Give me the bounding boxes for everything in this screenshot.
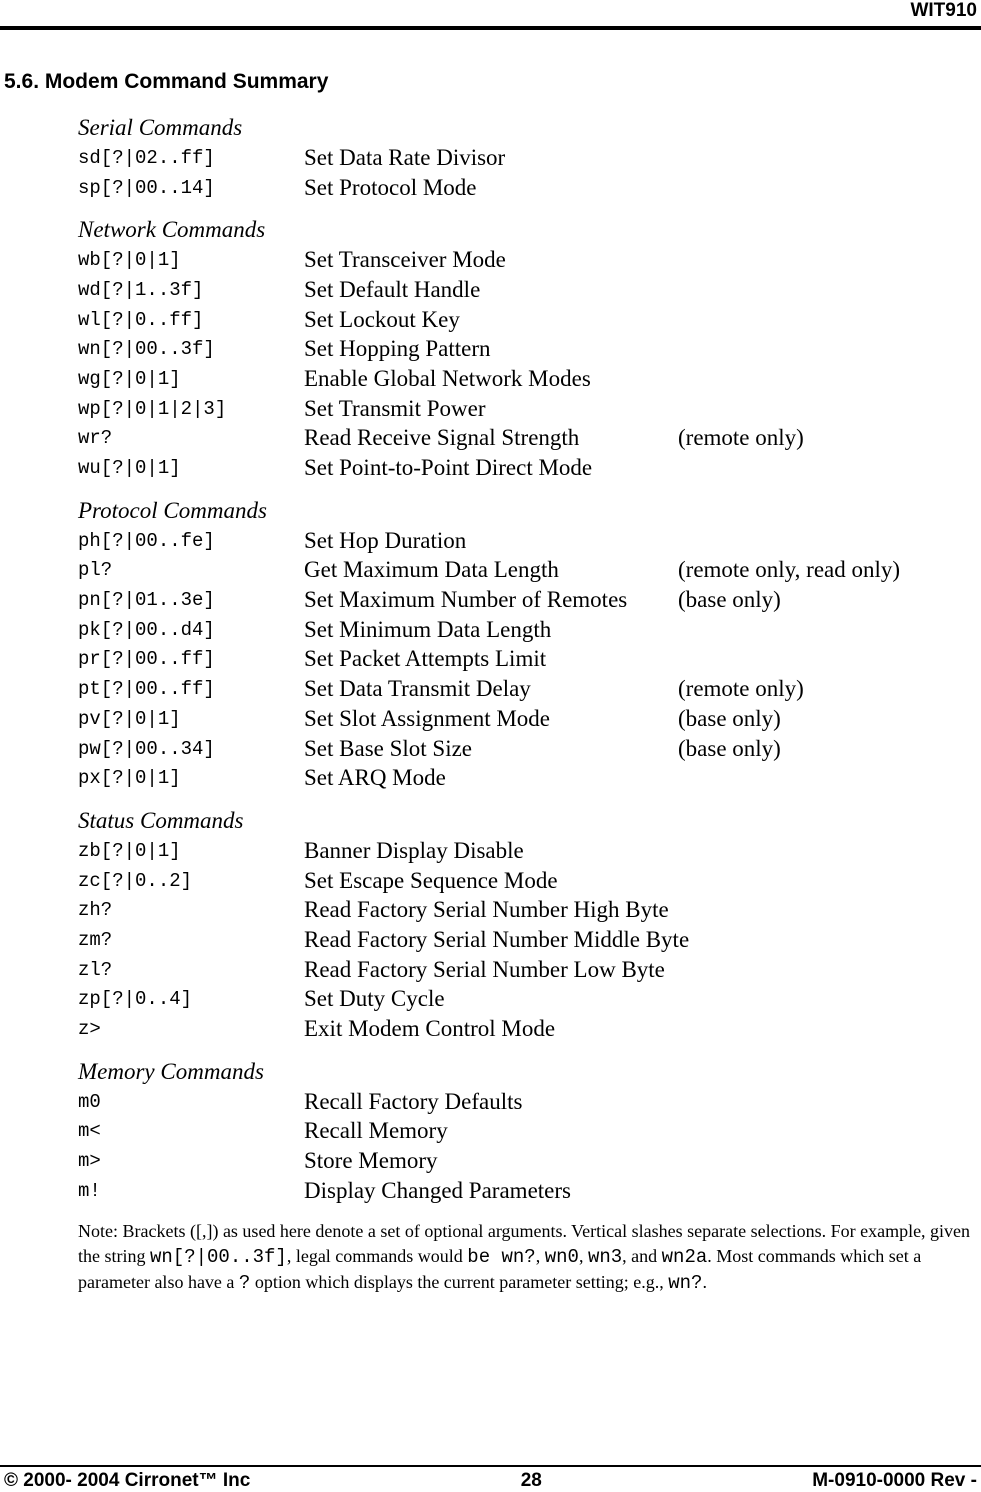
command-code: zc[?|0..2]	[78, 869, 193, 892]
command-row	[78, 1146, 973, 1176]
command-description: Get Maximum Data Length	[304, 557, 559, 583]
command-row	[78, 645, 973, 675]
command-description: Set Duty Cycle	[304, 986, 445, 1012]
command-row	[78, 585, 973, 615]
command-group	[78, 215, 973, 483]
command-description: Set Slot Assignment Mode	[304, 705, 550, 731]
command-description: Set ARQ Mode	[304, 765, 446, 791]
command-row	[78, 424, 973, 454]
note-code: wn[?|00..3f]	[150, 1245, 287, 1268]
note-code: be wn?	[467, 1245, 536, 1268]
command-row	[78, 143, 973, 173]
note-text: , and	[622, 1245, 662, 1266]
command-description: Set Hopping Pattern	[304, 336, 491, 362]
command-code: pl?	[78, 559, 113, 582]
command-code: sp[?|00..14]	[78, 176, 215, 199]
command-description: Set Maximum Number of Remotes	[304, 587, 628, 613]
command-code: wu[?|0|1]	[78, 457, 181, 480]
command-row	[78, 955, 973, 985]
note-code: wn2a	[661, 1245, 708, 1268]
command-row	[78, 245, 973, 275]
command-code: px[?|0|1]	[78, 767, 181, 790]
command-row	[78, 364, 973, 394]
command-row	[78, 394, 973, 424]
command-row	[78, 895, 973, 925]
command-description: Set Escape Sequence Mode	[304, 867, 558, 893]
command-row	[78, 556, 973, 586]
command-row	[78, 334, 973, 364]
command-note: (base only)	[678, 587, 781, 613]
command-description: Set Transceiver Mode	[304, 247, 506, 273]
command-row	[78, 615, 973, 645]
group-title: Serial Commands	[78, 115, 243, 140]
command-code: pr[?|00..ff]	[78, 648, 215, 671]
command-row	[78, 925, 973, 955]
command-group	[78, 496, 973, 793]
command-code: zp[?|0..4]	[78, 988, 193, 1011]
command-row	[78, 1014, 973, 1044]
command-code: m>	[78, 1150, 101, 1173]
command-code: ph[?|00..fe]	[78, 529, 215, 552]
command-row	[78, 836, 973, 866]
command-code: pt[?|00..ff]	[78, 678, 215, 701]
command-description: Set Protocol Mode	[304, 174, 477, 200]
command-code: zh?	[78, 899, 113, 922]
command-description: Set Packet Attempts Limit	[304, 646, 547, 672]
command-row	[78, 704, 973, 734]
command-note: (base only)	[678, 705, 781, 731]
footer-rule	[0, 1465, 981, 1467]
command-description: Set Lockout Key	[304, 306, 460, 332]
command-row	[78, 866, 973, 896]
command-description: Read Factory Serial Number Middle Byte	[304, 926, 690, 952]
command-description: Set Default Handle	[304, 276, 481, 302]
command-description: Set Transmit Power	[304, 395, 486, 421]
command-note: (remote only, read only)	[678, 557, 901, 583]
command-code: pv[?|0|1]	[78, 707, 181, 730]
note-code: wn?	[668, 1271, 703, 1294]
command-row	[78, 453, 973, 483]
note-code: wn3	[587, 1245, 623, 1268]
command-description: Set Data Transmit Delay	[304, 676, 531, 702]
command-note: (remote only)	[678, 676, 804, 702]
command-code: wl[?|0..ff]	[78, 308, 204, 331]
page-footer	[4, 1470, 977, 1492]
command-row	[78, 305, 973, 335]
command-row	[78, 1087, 973, 1117]
note-text: ,	[535, 1245, 545, 1266]
command-row	[78, 985, 973, 1015]
command-row	[78, 1176, 973, 1206]
note-text: Note: Brackets ([,]) as used here denote a set of optional arguments. Vertical slashes separate selections. For example, given the string	[78, 1220, 971, 1266]
command-description: Exit Modem Control Mode	[304, 1016, 556, 1042]
command-row	[78, 173, 973, 203]
command-code: wg[?|0|1]	[78, 367, 181, 390]
group-title: Protocol Commands	[78, 497, 267, 523]
command-description: Set Data Rate Divisor	[304, 144, 506, 170]
command-code: wp[?|0|1|2|3]	[78, 397, 227, 420]
note-text: . Most commands which set a parameter also have a	[78, 1245, 922, 1292]
command-code: sd[?|02..ff]	[78, 146, 215, 169]
note-code: ?	[238, 1271, 251, 1294]
command-code: zb[?|0|1]	[78, 839, 181, 862]
command-code: zm?	[78, 928, 113, 951]
command-description: Read Receive Signal Strength	[304, 425, 580, 451]
command-description: Recall Memory	[304, 1118, 448, 1144]
command-description: Read Factory Serial Number High Byte	[304, 897, 669, 923]
note-code: wn0	[544, 1245, 579, 1268]
note-paragraph	[78, 1219, 973, 1296]
note-text: ,	[578, 1245, 588, 1266]
command-group	[78, 113, 973, 202]
section-heading: 5.6. Modem Command Summary	[4, 70, 329, 93]
command-description: Banner Display Disable	[304, 837, 524, 863]
note-text: .	[702, 1271, 707, 1292]
command-note: (remote only)	[678, 425, 804, 451]
document-id: M-0910-0000 Rev -	[812, 1470, 977, 1491]
command-row	[78, 734, 973, 764]
command-row	[78, 526, 973, 556]
command-code: pk[?|00..d4]	[78, 618, 215, 641]
command-code: wn[?|00..3f]	[78, 338, 215, 361]
command-code: zl?	[78, 958, 113, 981]
command-code: pw[?|00..34]	[78, 737, 215, 760]
command-code: z>	[78, 1018, 101, 1041]
command-row	[78, 1117, 973, 1147]
copyright: © 2000- 2004 Cirronet™ Inc	[4, 1470, 251, 1491]
command-code: pn[?|01..3e]	[78, 589, 215, 612]
command-code: wr?	[78, 427, 113, 450]
command-summary	[78, 113, 973, 1296]
command-code: m<	[78, 1120, 101, 1143]
note-text: option which displays the current parameter setting; e.g.,	[250, 1271, 669, 1292]
group-title: Status Commands	[78, 808, 244, 834]
command-code: wd[?|1..3f]	[78, 278, 204, 301]
page-number: 28	[520, 1470, 542, 1491]
command-code: m!	[78, 1179, 101, 1202]
command-code: m0	[78, 1090, 101, 1113]
command-description: Set Hop Duration	[304, 527, 467, 553]
command-groups	[78, 113, 973, 1206]
group-title: Memory Commands	[78, 1058, 264, 1084]
command-description: Read Factory Serial Number Low Byte	[304, 956, 665, 982]
command-row	[78, 763, 973, 793]
note-text: , legal commands would	[286, 1245, 468, 1266]
command-description: Set Point-to-Point Direct Mode	[304, 455, 593, 481]
command-description: Recall Factory Defaults	[304, 1088, 523, 1114]
command-group	[78, 1057, 973, 1206]
command-code: wb[?|0|1]	[78, 249, 181, 272]
group-title: Network Commands	[78, 217, 266, 243]
command-description: Set Base Slot Size	[304, 735, 473, 761]
command-row	[78, 674, 973, 704]
command-description: Set Minimum Data Length	[304, 616, 552, 642]
document-title: WIT910	[910, 0, 977, 21]
command-note: (base only)	[678, 735, 781, 761]
command-description: Display Changed Parameters	[304, 1177, 571, 1203]
command-description: Enable Global Network Modes	[304, 365, 591, 391]
command-description: Store Memory	[304, 1148, 438, 1174]
header-rule	[0, 26, 981, 30]
command-row	[78, 275, 973, 305]
command-group	[78, 806, 973, 1044]
